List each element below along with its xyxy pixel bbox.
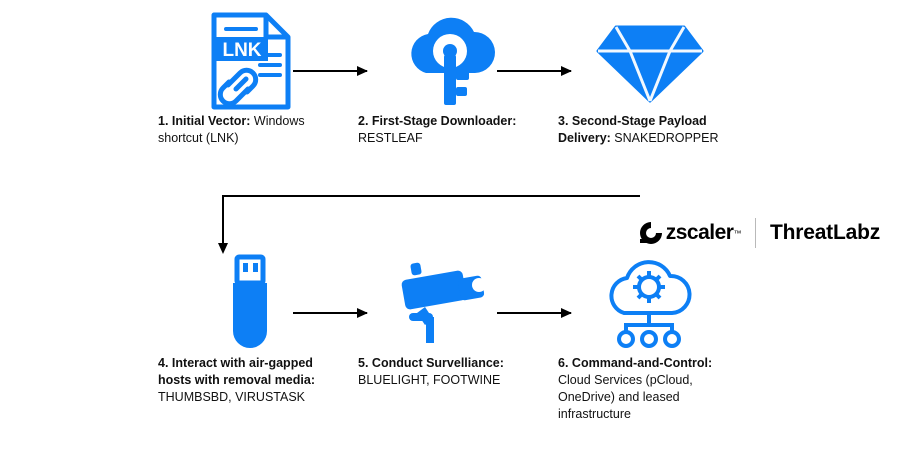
step-3-second-stage-payload (550, 8, 750, 147)
step-2-first-stage-downloader (350, 8, 550, 147)
step-5-conduct-surveillance (350, 250, 550, 389)
step-4-label: Interact with air-gapped hosts with removal media: (158, 356, 315, 387)
step-1-number: 1. (158, 114, 169, 128)
connector-step3-step4 (222, 195, 642, 257)
step-6-number: 6. (558, 356, 569, 370)
step-4-number: 4. (158, 356, 169, 370)
brand-lockup (638, 218, 880, 248)
step-5-value: BLUELIGHT, FOOTWINE (358, 372, 501, 387)
connector-step2-step3 (497, 70, 571, 72)
usb-drive-icon (150, 250, 350, 355)
step-4-caption (150, 355, 350, 406)
step-6-label: Command-and-Control: (571, 356, 713, 370)
step-3-value: SNAKEDROPPER (614, 130, 719, 145)
step-1-initial-vector (150, 8, 350, 147)
step-3-label: Second-Stage Payload Delivery: (558, 114, 707, 145)
step-2-caption (350, 113, 550, 147)
step-3-caption (550, 113, 750, 147)
svg-text:LNK: LNK (222, 39, 262, 61)
step-2-value: RESTLEAF (358, 130, 423, 145)
logo-divider (755, 218, 756, 248)
step-6-command-and-control (550, 250, 750, 423)
diamond-icon (550, 8, 750, 113)
step-1-label: Initial Vector: (171, 114, 251, 128)
diagram-row-top (150, 8, 750, 147)
step-1-value: Windows shortcut (LNK) (158, 114, 305, 145)
step-5-label: Conduct Survelliance: (371, 356, 504, 370)
step-4-value: THUMBSBD, VIRUSTASK (158, 389, 306, 404)
step-3-number: 3. (558, 114, 569, 128)
step-2-number: 2. (358, 114, 369, 128)
connector-step5-step6 (497, 312, 571, 314)
step-6-caption (550, 355, 750, 423)
step-5-caption (350, 355, 550, 389)
connector-step1-step2 (293, 70, 367, 72)
zscaler-wordmark: zscaler (665, 221, 734, 244)
cloud-key-icon (350, 8, 550, 113)
step-1-caption (150, 113, 350, 147)
step-4-air-gapped-hosts (150, 250, 350, 406)
connector-step4-step5 (293, 312, 367, 314)
zscaler-logo (638, 221, 741, 245)
step-5-number: 5. (358, 356, 369, 370)
threatlabz-wordmark: ThreatLabz (769, 221, 880, 244)
step-2-label: First-Stage Downloader: (371, 114, 517, 128)
cloud-gear-icon (550, 250, 750, 355)
lnk-file-icon (150, 8, 350, 113)
step-6-value: Cloud Services (pCloud, OneDrive) and leased infrastructure (558, 372, 693, 421)
diagram-row-bottom (150, 250, 750, 423)
security-camera-icon (350, 250, 550, 355)
trademark-symbol: ™ (733, 228, 741, 238)
